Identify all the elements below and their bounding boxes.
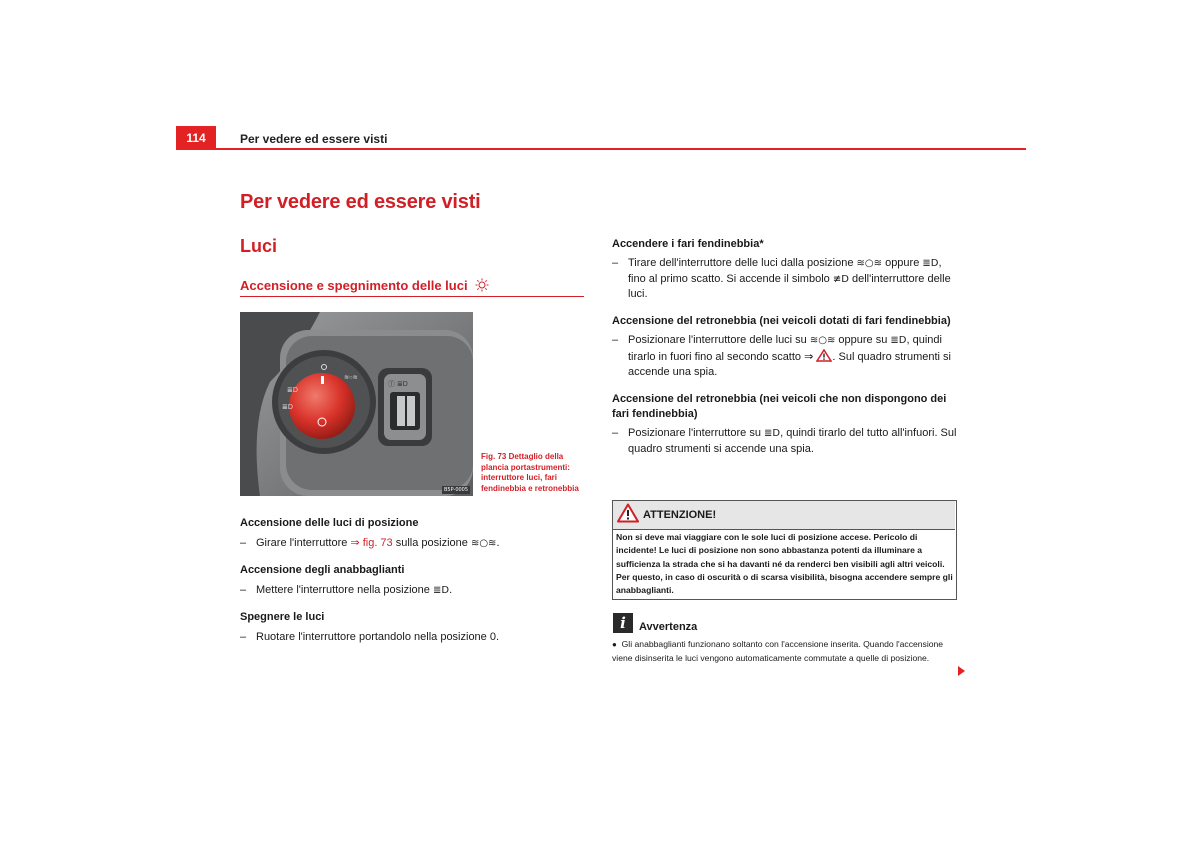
next-page-arrow	[958, 666, 965, 676]
running-title: Per vedere ed essere visti	[240, 132, 388, 146]
svg-text:≣D: ≣D	[282, 404, 293, 411]
svg-text:≋○≋: ≋○≋	[344, 375, 358, 381]
list-item-text: Ruotare l'interruttore portandolo nella posizione 0.	[256, 631, 500, 643]
heading-rear-fog-without-front: Accensione del retronebbia (nei veicoli che non dispongono dei fari fendinebbia)	[612, 393, 947, 420]
sun-icon	[474, 278, 490, 292]
heading-rear-fog-with-front: Accensione del retronebbia (nei veicoli dotati di fari fendinebbia)	[612, 315, 951, 327]
figure-light-switch	[240, 312, 473, 496]
list-item-text: Tirare dell'interruttore delle luci dalla posizione ≋○≋ oppure ≣D, fino al primo scatto. Si accende il simbolo ≢D dell'interruttore delle luci.	[628, 257, 951, 300]
dash: –	[240, 584, 247, 596]
low-beam-icon: ≣D	[764, 428, 781, 439]
heading-low-beam: Accensione degli anabbaglianti	[240, 564, 405, 576]
list-item	[240, 583, 585, 599]
list-item	[240, 536, 585, 552]
list-item-text: Girare l'interruttore ⇒ fig. 73 sulla posizione ≋○≋.	[256, 537, 500, 549]
subsection-heading	[240, 277, 584, 297]
list-item	[612, 333, 957, 381]
dash: –	[612, 427, 619, 439]
warning-text: Non si deve mai viaggiare con le sole luci di posizione accese. Pericolo di incidente! Le luci di posizione non sono abbastanza potenti da illuminare a sufficienza la strada che si ha davanti né da renderci ben visibili agli altri veicoli. Per questo, in caso di oscurità o di scarsa visibilità, bisogna accendere sempre gli anabbaglianti.	[616, 532, 953, 596]
heading-side-lights: Accensione delle luci di posizione	[240, 517, 419, 529]
heading-fog-lights: Accendere i fari fendinebbia*	[612, 238, 764, 250]
dash: –	[240, 537, 247, 549]
svg-text:≣D: ≣D	[287, 387, 298, 394]
dash: –	[240, 631, 247, 643]
list-item	[612, 426, 957, 457]
subsection-title: Accensione e spegnimento delle luci	[240, 278, 468, 293]
figure-code: B5P-0005	[444, 487, 469, 493]
bullet: ●	[612, 640, 617, 649]
dash: –	[612, 257, 619, 269]
sidelight-icon: ≋○≋	[856, 258, 883, 269]
list-item-text: Posizionare l'interruttore su ≣D, quindi tirarlo del tutto all'infuori. Sul quadro strumenti si accende una spia.	[628, 427, 957, 455]
sidelight-icon: ≋○≋	[809, 335, 836, 346]
warning-triangle-icon	[617, 503, 639, 523]
list-item-text: Mettere l'interruttore nella posizione ≣D.	[256, 584, 453, 596]
warning-title: ATTENZIONE!	[643, 509, 717, 521]
figure-reference-link[interactable]: ⇒ fig. 73	[350, 537, 393, 549]
low-beam-icon: ≣D	[922, 258, 939, 269]
note-text: ● Gli anabbaglianti funzionano soltanto con l'accensione inserita. Quando l'accensione viene disinserita le luci vengono automaticamente commutate a quelle di posizione.	[612, 639, 944, 663]
svg-text:ⓕ ≣D: ⓕ ≣D	[388, 381, 408, 388]
figure-caption: Fig. 73 Dettaglio della plancia portastrumenti: interruttore luci, fari fendinebbia e retronebbia	[481, 452, 579, 493]
list-item	[612, 256, 957, 303]
low-beam-icon: ≣D	[890, 335, 907, 346]
dash: –	[612, 334, 619, 346]
low-beam-icon: ≣D	[432, 585, 450, 596]
page-number: 114	[186, 131, 206, 145]
sidelight-icon: ≋○≋	[470, 538, 497, 549]
fog-light-icon: ≢D	[832, 273, 849, 285]
info-icon: i	[613, 613, 633, 633]
list-item	[240, 630, 585, 646]
list-item-text: Posizionare l'interruttore delle luci su ≋○≋ oppure su ≣D, quindi tirarlo in fuori fino al secondo scatto ⇒ . Sul quadro strumenti si accende una spia.	[628, 334, 951, 378]
note-title: Avvertenza	[639, 621, 698, 633]
header-rule	[176, 148, 1026, 150]
chapter-title: Per vedere ed essere visti	[240, 191, 481, 213]
section-title: Luci	[240, 236, 278, 256]
heading-lights-off: Spegnere le luci	[240, 611, 325, 623]
light-switch-illustration	[240, 312, 473, 496]
warning-triangle-icon	[816, 349, 832, 362]
